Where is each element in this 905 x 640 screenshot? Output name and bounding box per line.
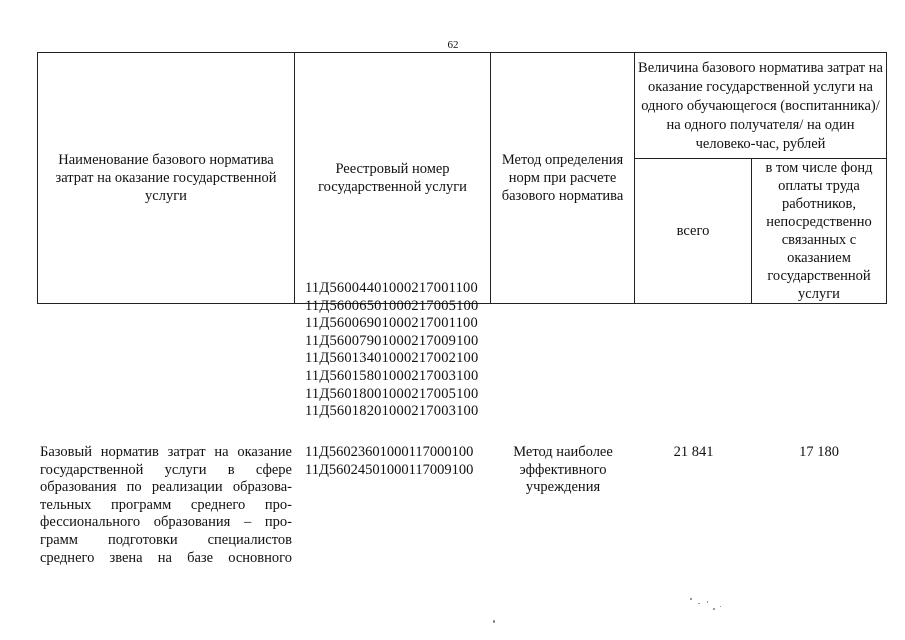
row-name-cell xyxy=(40,444,292,567)
header-table xyxy=(37,52,887,304)
row-name-line: образования по реализации образова- xyxy=(40,479,292,496)
scan-speck xyxy=(713,608,715,610)
scan-speck xyxy=(707,601,708,603)
header-total-cell xyxy=(635,159,752,304)
row-name-line: Базовый норматив затрат на оказание xyxy=(40,444,292,460)
row-method-line: учреждения xyxy=(525,479,601,496)
row-method-cell xyxy=(493,444,633,497)
registry-code: 11Д56007901000217009100 xyxy=(305,332,479,349)
row-name-line: тельных программ среднего про- xyxy=(40,496,292,513)
registry-code: 11Д56018201000217003100 xyxy=(305,403,479,420)
row-fund-value: 17 180 xyxy=(799,444,839,460)
row-method-line: эффективного xyxy=(519,461,607,478)
registry-code: 11Д56004401000217001100 xyxy=(305,280,478,296)
row-total-value: 21 841 xyxy=(673,444,714,460)
registry-code: 11Д56006901000217001100 xyxy=(305,315,478,332)
header-registry-text: Реестровый номер государственной услуги xyxy=(318,161,467,195)
header-registry-cell xyxy=(295,53,491,304)
scan-speck xyxy=(493,620,495,623)
row-method-line: Метод наиболее xyxy=(513,444,613,460)
header-name-cell xyxy=(38,53,295,304)
header-total-text: всего xyxy=(676,223,710,239)
header-method-text: Метод определения норм при расчете базового норматива xyxy=(501,152,624,204)
scan-speck xyxy=(690,598,692,600)
row-name-line: среднего звена на базе основного xyxy=(40,549,292,566)
continued-codes-list xyxy=(305,280,478,421)
header-name-text: Наименование базового норматива затрат на оказание государственной услуги xyxy=(55,152,277,204)
header-method-cell xyxy=(491,53,635,304)
row-name-line: фессионального образования – про- xyxy=(40,514,292,531)
row-name-line: государственной услуги в сфере xyxy=(40,461,292,478)
registry-code: 11Д56013401000217002100 xyxy=(305,350,479,367)
scan-speck xyxy=(698,603,700,604)
header-fund-text: в том числе фонд оплаты труда работников, непосредственно связанных с оказанием государственной услуги xyxy=(765,160,873,302)
header-value-cell xyxy=(635,53,887,159)
page-number: 62 xyxy=(447,39,459,51)
registry-code: 11Д56006501000217005100 xyxy=(305,297,479,314)
row-codes-cell xyxy=(305,444,495,479)
scan-speck xyxy=(720,606,721,607)
row-name-line: грамм подготовки специалистов xyxy=(40,531,292,548)
header-value-text: Величина базового норматива затрат на оказание государственной услуги на одного обучающегося (воспитанника)/ на одного получателя/ на один человеко-час, рублей xyxy=(638,60,883,152)
registry-code: 11Д56015801000217003100 xyxy=(305,367,479,384)
registry-code: 11Д56024501000117009100 xyxy=(305,461,474,478)
registry-code: 11Д56018001000217005100 xyxy=(305,385,479,402)
registry-code: 11Д56023601000117000100 xyxy=(305,444,474,460)
header-fund-cell xyxy=(752,159,887,304)
